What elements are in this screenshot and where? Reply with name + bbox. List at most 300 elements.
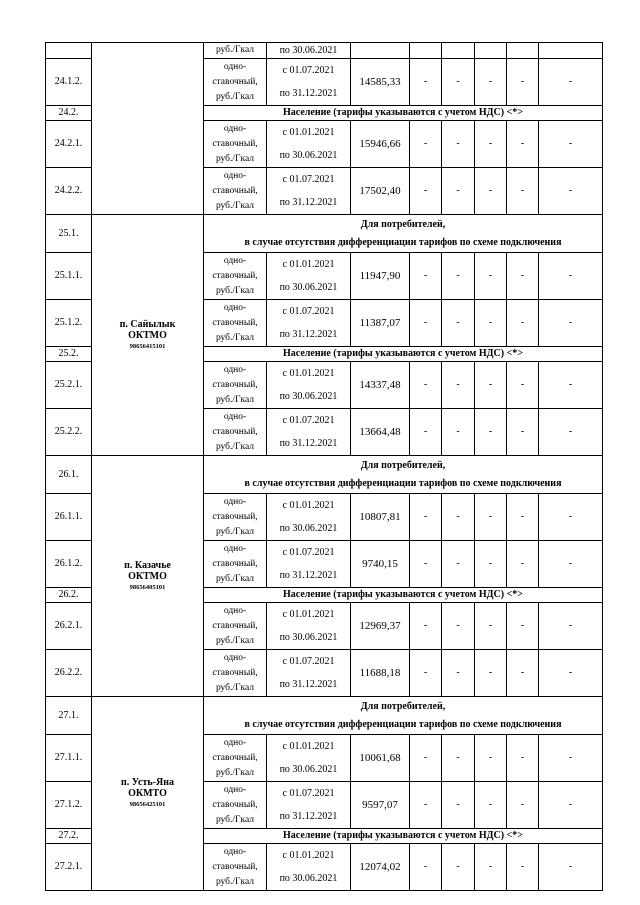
empty-value-cell bbox=[475, 494, 507, 541]
row-number-text: 27.1. bbox=[58, 709, 79, 721]
period-cell bbox=[267, 541, 351, 588]
dash-mark: - bbox=[423, 270, 428, 281]
unit-line: ставочный, bbox=[212, 861, 258, 872]
empty-value-cell bbox=[442, 650, 475, 697]
unit-line: ставочный, bbox=[212, 270, 258, 281]
population-header-text: Население (тарифы указываются с учетом НДС) <*> bbox=[283, 830, 523, 841]
dash-mark: - bbox=[456, 76, 460, 87]
dash-mark: - bbox=[456, 667, 460, 678]
row-number bbox=[46, 650, 92, 697]
unit-line: ставочный, bbox=[212, 185, 258, 196]
dash-mark: - bbox=[423, 861, 428, 872]
unit-line: руб./Гкал bbox=[215, 876, 255, 887]
empty-value-cell bbox=[410, 121, 442, 168]
dash-mark: - bbox=[488, 620, 493, 631]
period-from: с 01.07.2021 bbox=[282, 656, 335, 667]
dash-mark: - bbox=[456, 317, 460, 328]
empty-value-cell bbox=[539, 300, 603, 347]
settlement-name: п. Сайылык bbox=[119, 318, 176, 330]
dash-mark: - bbox=[423, 426, 428, 437]
oktmo-code: 98656405101 bbox=[129, 583, 166, 591]
dash-mark: - bbox=[520, 138, 525, 149]
unit-line: одно- bbox=[223, 170, 247, 181]
dash-mark: - bbox=[568, 558, 573, 569]
empty-value-cell bbox=[442, 253, 475, 300]
unit-line: одно- bbox=[223, 846, 247, 857]
empty-value-cell bbox=[475, 121, 507, 168]
empty-value-cell bbox=[539, 362, 603, 409]
tariff-value-text: 12074,02 bbox=[359, 861, 401, 873]
dash-mark: - bbox=[568, 317, 573, 328]
dash-mark: - bbox=[568, 426, 573, 437]
tariff-value bbox=[351, 844, 410, 891]
dash-mark: - bbox=[520, 511, 525, 522]
unit-line: одно- bbox=[223, 364, 247, 375]
row-number bbox=[46, 253, 92, 300]
empty-value-cell bbox=[507, 409, 539, 456]
empty-value-cell bbox=[475, 409, 507, 456]
unit-line: ставочный, bbox=[212, 558, 258, 569]
oktmo-code: 98656425101 bbox=[129, 801, 166, 808]
row-number bbox=[46, 300, 92, 347]
empty-value-cell bbox=[539, 650, 603, 697]
row-number-text: 25.2. bbox=[58, 348, 79, 359]
empty-value-cell bbox=[410, 844, 442, 891]
dash-mark: - bbox=[488, 752, 493, 763]
population-header bbox=[204, 347, 603, 362]
empty-cell bbox=[539, 43, 603, 59]
dash-mark: - bbox=[568, 799, 573, 810]
population-header-text: Население (тарифы указываются с учетом НДС) <*> bbox=[283, 107, 523, 118]
period-cell bbox=[267, 362, 351, 409]
unit-line: ставочный, bbox=[212, 667, 258, 678]
dash-mark: - bbox=[520, 317, 525, 328]
period-from: с 01.07.2021 bbox=[282, 788, 335, 799]
row-number bbox=[46, 121, 92, 168]
empty-value-cell bbox=[475, 541, 507, 588]
empty-value-cell bbox=[410, 603, 442, 650]
tariff-value-text: 10061,68 bbox=[359, 752, 401, 764]
dash-mark: - bbox=[568, 752, 573, 763]
unit-line: ставочный, bbox=[212, 620, 258, 631]
period-from: с 01.01.2021 bbox=[282, 127, 335, 138]
rate-unit-cell bbox=[204, 168, 267, 215]
dash-mark: - bbox=[423, 138, 428, 149]
empty-value-cell bbox=[442, 735, 475, 782]
period-cell bbox=[267, 650, 351, 697]
empty-value-cell bbox=[410, 541, 442, 588]
empty-value-cell bbox=[442, 362, 475, 409]
period-from: с 01.07.2021 bbox=[282, 415, 335, 426]
population-header bbox=[204, 106, 603, 121]
dash-mark: - bbox=[568, 511, 573, 522]
dash-mark: - bbox=[456, 558, 460, 569]
population-header bbox=[204, 588, 603, 603]
row-number bbox=[46, 603, 92, 650]
period-cell bbox=[267, 409, 351, 456]
empty-value-cell bbox=[475, 603, 507, 650]
empty-value-cell bbox=[442, 168, 475, 215]
row-number bbox=[46, 347, 92, 362]
dash-mark: - bbox=[488, 76, 493, 87]
rate-unit-cell bbox=[204, 650, 267, 697]
empty-value-cell bbox=[475, 300, 507, 347]
dash-mark: - bbox=[488, 138, 493, 149]
dash-mark: - bbox=[488, 667, 493, 678]
period-cell bbox=[267, 844, 351, 891]
dash-mark: - bbox=[520, 426, 525, 437]
rate-unit-cell bbox=[204, 603, 267, 650]
consumer-header-row bbox=[46, 456, 603, 494]
period-cell bbox=[267, 253, 351, 300]
dash-mark: - bbox=[423, 511, 428, 522]
empty-value-cell bbox=[507, 603, 539, 650]
unit-line: руб./Гкал bbox=[215, 635, 255, 646]
unit-line: одно- bbox=[223, 543, 247, 554]
dash-mark: - bbox=[456, 270, 460, 281]
dash-mark: - bbox=[423, 799, 428, 810]
period-from: с 01.01.2021 bbox=[282, 741, 335, 752]
unit-line: ставочный, bbox=[212, 426, 258, 437]
row-number-text: 24.2.2. bbox=[54, 185, 83, 196]
empty-value-cell bbox=[475, 59, 507, 106]
empty-value-cell bbox=[442, 121, 475, 168]
empty-value-cell bbox=[475, 362, 507, 409]
tariff-value-text: 14585,33 bbox=[359, 76, 401, 88]
empty-value-cell bbox=[507, 844, 539, 891]
tariff-value-text: 9597,07 bbox=[362, 799, 398, 811]
dash-mark: - bbox=[423, 752, 428, 763]
unit-line: руб./Гкал bbox=[215, 682, 255, 693]
unit-line: одно- bbox=[223, 784, 247, 795]
consumer-header-line: в случае отсутствия дифференциации тарифов по схеме подключения bbox=[244, 718, 562, 730]
population-header-text: Население (тарифы указываются с учетом НДС) <*> bbox=[283, 348, 523, 359]
unit-line: ставочный, bbox=[212, 138, 258, 149]
consumer-header-line: в случае отсутствия дифференциации тарифов по схеме подключения bbox=[244, 236, 562, 248]
row-number bbox=[46, 588, 92, 603]
dash-mark: - bbox=[456, 379, 460, 390]
consumer-header-row bbox=[46, 215, 603, 253]
tariff-value-text: 17502,40 bbox=[359, 185, 401, 197]
unit-line: руб./Гкал bbox=[215, 526, 255, 537]
row-number bbox=[46, 409, 92, 456]
tariff-value bbox=[351, 603, 410, 650]
dash-mark: - bbox=[488, 426, 493, 437]
period-to: по 31.12.2021 bbox=[279, 88, 338, 99]
tariff-value-text: 12969,37 bbox=[359, 620, 401, 632]
empty-value-cell bbox=[539, 844, 603, 891]
dash-mark: - bbox=[520, 270, 525, 281]
row-number-text: 24.2. bbox=[58, 107, 79, 118]
row-number-text: 24.2.1. bbox=[54, 138, 83, 149]
tariff-value-text: 13664,48 bbox=[359, 426, 401, 438]
tariff-value bbox=[351, 541, 410, 588]
unit-line: ставочный, bbox=[212, 76, 258, 87]
empty-value-cell bbox=[442, 844, 475, 891]
unit-line: одно- bbox=[223, 302, 247, 313]
period-from: с 01.01.2021 bbox=[282, 368, 335, 379]
empty-value-cell bbox=[475, 844, 507, 891]
dash-mark: - bbox=[568, 667, 573, 678]
tariff-value bbox=[351, 409, 410, 456]
period-cell bbox=[267, 43, 351, 59]
tariff-value-text: 11947,90 bbox=[359, 270, 401, 282]
unit-line: одно- bbox=[223, 652, 247, 663]
tariff-table bbox=[45, 42, 603, 891]
row-number bbox=[46, 697, 92, 735]
row-number-text: 25.1. bbox=[58, 227, 79, 239]
unit-line: руб./Гкал bbox=[215, 45, 255, 55]
unit-line: ставочный, bbox=[212, 511, 258, 522]
tariff-value bbox=[351, 121, 410, 168]
tariff-value-text: 11688,18 bbox=[359, 667, 401, 679]
dash-mark: - bbox=[568, 76, 573, 87]
dash-mark: - bbox=[520, 379, 525, 390]
dash-mark: - bbox=[456, 861, 460, 872]
unit-line: руб./Гкал bbox=[215, 767, 255, 778]
period-to: по 30.06.2021 bbox=[279, 45, 338, 56]
population-header bbox=[204, 829, 603, 844]
consumer-header-line: Для потребителей, bbox=[360, 459, 446, 471]
empty-value-cell bbox=[507, 59, 539, 106]
dash-mark: - bbox=[423, 620, 428, 631]
empty-value-cell bbox=[410, 362, 442, 409]
dash-mark: - bbox=[568, 379, 573, 390]
unit-line: ставочный, bbox=[212, 799, 258, 810]
dash-mark: - bbox=[488, 799, 493, 810]
row-number bbox=[46, 59, 92, 106]
empty-value-cell bbox=[507, 121, 539, 168]
unit-line: одно- bbox=[223, 255, 247, 266]
row-number-text: 27.1.2. bbox=[54, 799, 83, 810]
settlement-cell bbox=[92, 215, 204, 456]
period-to: по 30.06.2021 bbox=[279, 523, 338, 534]
unit-line: руб./Гкал bbox=[215, 285, 255, 296]
oktmo-label: ОКТМО bbox=[128, 329, 167, 341]
period-to: по 30.06.2021 bbox=[279, 632, 338, 643]
row-number-text: 27.2.1. bbox=[54, 861, 83, 872]
row-number bbox=[46, 829, 92, 844]
period-cell bbox=[267, 603, 351, 650]
row-number-text: 26.2.2. bbox=[54, 667, 83, 678]
tariff-value bbox=[351, 782, 410, 829]
period-from: с 01.07.2021 bbox=[282, 65, 335, 76]
period-cell bbox=[267, 735, 351, 782]
empty-value-cell bbox=[507, 650, 539, 697]
empty-value-cell bbox=[539, 168, 603, 215]
dash-mark: - bbox=[568, 138, 573, 149]
dash-mark: - bbox=[423, 379, 428, 390]
unit-line: руб./Гкал bbox=[215, 200, 255, 211]
empty-value-cell bbox=[475, 782, 507, 829]
empty-value-cell bbox=[507, 253, 539, 300]
period-to: по 31.12.2021 bbox=[279, 197, 338, 208]
empty-value-cell bbox=[475, 253, 507, 300]
period-from: с 01.07.2021 bbox=[282, 547, 335, 558]
empty-value-cell bbox=[539, 735, 603, 782]
period-to: по 31.12.2021 bbox=[279, 438, 338, 449]
tariff-value bbox=[351, 362, 410, 409]
dash-mark: - bbox=[423, 185, 428, 196]
dash-mark: - bbox=[456, 511, 460, 522]
rate-unit-cell bbox=[204, 541, 267, 588]
empty-value-cell bbox=[539, 603, 603, 650]
period-cell bbox=[267, 121, 351, 168]
empty-value-cell bbox=[539, 541, 603, 588]
dash-mark: - bbox=[488, 185, 493, 196]
row-number bbox=[46, 456, 92, 494]
period-to: по 31.12.2021 bbox=[279, 811, 338, 822]
rate-unit-cell bbox=[204, 43, 267, 59]
row-number-text: 24.1.2. bbox=[54, 76, 83, 87]
empty-value-cell bbox=[507, 300, 539, 347]
population-header-text: Население (тарифы указываются с учетом НДС) <*> bbox=[283, 589, 523, 600]
dash-mark: - bbox=[520, 667, 525, 678]
period-to: по 30.06.2021 bbox=[279, 764, 338, 775]
tariff-value bbox=[351, 735, 410, 782]
settlement-name: п. Казачье bbox=[124, 559, 171, 571]
empty-value-cell bbox=[410, 168, 442, 215]
empty-value-cell bbox=[442, 782, 475, 829]
row-number-text: 26.2. bbox=[58, 589, 79, 600]
empty-value-cell bbox=[539, 121, 603, 168]
period-to: по 31.12.2021 bbox=[279, 679, 338, 690]
period-to: по 30.06.2021 bbox=[279, 873, 338, 884]
dash-mark: - bbox=[568, 620, 573, 631]
row-number bbox=[46, 215, 92, 253]
row-number bbox=[46, 844, 92, 891]
dash-mark: - bbox=[456, 185, 460, 196]
rate-unit-cell bbox=[204, 59, 267, 106]
settlement-name: п. Усть-Яна bbox=[121, 777, 174, 788]
tariff-value-text: 10807,81 bbox=[359, 511, 401, 523]
dash-mark: - bbox=[488, 861, 493, 872]
consumer-header-row bbox=[46, 697, 603, 735]
tariff-value-text: 11387,07 bbox=[359, 317, 401, 329]
period-to: по 30.06.2021 bbox=[279, 150, 338, 161]
consumer-header-line: Для потребителей, bbox=[360, 700, 446, 712]
row-number-text: 25.1.1. bbox=[54, 270, 83, 281]
empty-value-cell bbox=[475, 650, 507, 697]
empty-value-cell bbox=[507, 168, 539, 215]
dash-mark: - bbox=[488, 379, 493, 390]
dash-mark: - bbox=[520, 752, 525, 763]
rate-unit-cell bbox=[204, 300, 267, 347]
unit-line: одно- bbox=[223, 605, 247, 616]
period-from: с 01.01.2021 bbox=[282, 500, 335, 511]
empty-value-cell bbox=[539, 59, 603, 106]
empty-cell bbox=[475, 43, 507, 59]
tariff-value-text: 15946,66 bbox=[359, 138, 401, 150]
dash-mark: - bbox=[456, 138, 460, 149]
row-number bbox=[46, 43, 92, 59]
dash-mark: - bbox=[456, 426, 460, 437]
empty-value-cell bbox=[507, 541, 539, 588]
dash-mark: - bbox=[488, 317, 493, 328]
empty-value-cell bbox=[442, 494, 475, 541]
tariff-value bbox=[351, 168, 410, 215]
empty-value-cell bbox=[507, 735, 539, 782]
empty-cell bbox=[410, 43, 442, 59]
dash-mark: - bbox=[456, 620, 460, 631]
row-number-text: 25.1.2. bbox=[54, 317, 83, 328]
continued-row bbox=[46, 43, 603, 59]
row-number bbox=[46, 735, 92, 782]
tariff-value bbox=[351, 494, 410, 541]
row-number-text: 26.1. bbox=[58, 468, 79, 480]
unit-line: одно- bbox=[223, 411, 247, 422]
rate-unit-cell bbox=[204, 735, 267, 782]
unit-line: ставочный, bbox=[212, 379, 258, 390]
dash-mark: - bbox=[520, 76, 525, 87]
period-to: по 31.12.2021 bbox=[279, 329, 338, 340]
dash-mark: - bbox=[456, 752, 460, 763]
rate-unit-cell bbox=[204, 253, 267, 300]
unit-line: руб./Гкал bbox=[215, 153, 255, 164]
dash-mark: - bbox=[568, 861, 573, 872]
period-from: с 01.07.2021 bbox=[282, 174, 335, 185]
unit-line: руб./Гкал bbox=[215, 441, 255, 452]
empty-value-cell bbox=[475, 168, 507, 215]
unit-line: руб./Гкал bbox=[215, 332, 255, 343]
empty-cell bbox=[442, 43, 475, 59]
dash-mark: - bbox=[456, 799, 460, 810]
row-number bbox=[46, 106, 92, 121]
unit-line: одно- bbox=[223, 61, 247, 72]
period-to: по 30.06.2021 bbox=[279, 282, 338, 293]
dash-mark: - bbox=[488, 558, 493, 569]
dash-mark: - bbox=[520, 185, 525, 196]
empty-value-cell bbox=[442, 541, 475, 588]
dash-mark: - bbox=[423, 558, 428, 569]
empty-value-cell bbox=[539, 253, 603, 300]
dash-mark: - bbox=[520, 620, 525, 631]
tariff-value bbox=[351, 59, 410, 106]
unit-line: ставочный, bbox=[212, 317, 258, 328]
dash-mark: - bbox=[423, 76, 428, 87]
tariff-value-text: 14337,48 bbox=[359, 379, 401, 391]
unit-line: ставочный, bbox=[212, 752, 258, 763]
empty-value-cell bbox=[410, 782, 442, 829]
unit-line: руб./Гкал bbox=[215, 814, 255, 825]
consumer-header-line: в случае отсутствия дифференциации тарифов по схеме подключения bbox=[244, 477, 562, 489]
empty-cell bbox=[351, 43, 410, 59]
period-cell bbox=[267, 59, 351, 106]
empty-value-cell bbox=[410, 735, 442, 782]
empty-value-cell bbox=[539, 409, 603, 456]
row-number-text: 25.2.2. bbox=[54, 426, 83, 437]
period-from: с 01.01.2021 bbox=[282, 850, 335, 861]
row-number-text: 26.2.1. bbox=[54, 620, 83, 631]
empty-value-cell bbox=[539, 782, 603, 829]
empty-value-cell bbox=[410, 650, 442, 697]
row-number-text: 27.1.1. bbox=[54, 752, 83, 763]
tariff-value bbox=[351, 300, 410, 347]
empty-value-cell bbox=[442, 59, 475, 106]
unit-line: руб./Гкал bbox=[215, 573, 255, 584]
empty-value-cell bbox=[507, 362, 539, 409]
row-number-text: 25.2.1. bbox=[54, 379, 83, 390]
period-cell bbox=[267, 300, 351, 347]
empty-value-cell bbox=[442, 603, 475, 650]
consumer-header bbox=[204, 215, 603, 253]
dash-mark: - bbox=[488, 511, 493, 522]
rate-unit-cell bbox=[204, 844, 267, 891]
tariff-value-text: 9740,15 bbox=[362, 558, 398, 570]
row-number-text: 26.1.1. bbox=[54, 511, 83, 522]
empty-value-cell bbox=[410, 409, 442, 456]
rate-unit-cell bbox=[204, 121, 267, 168]
